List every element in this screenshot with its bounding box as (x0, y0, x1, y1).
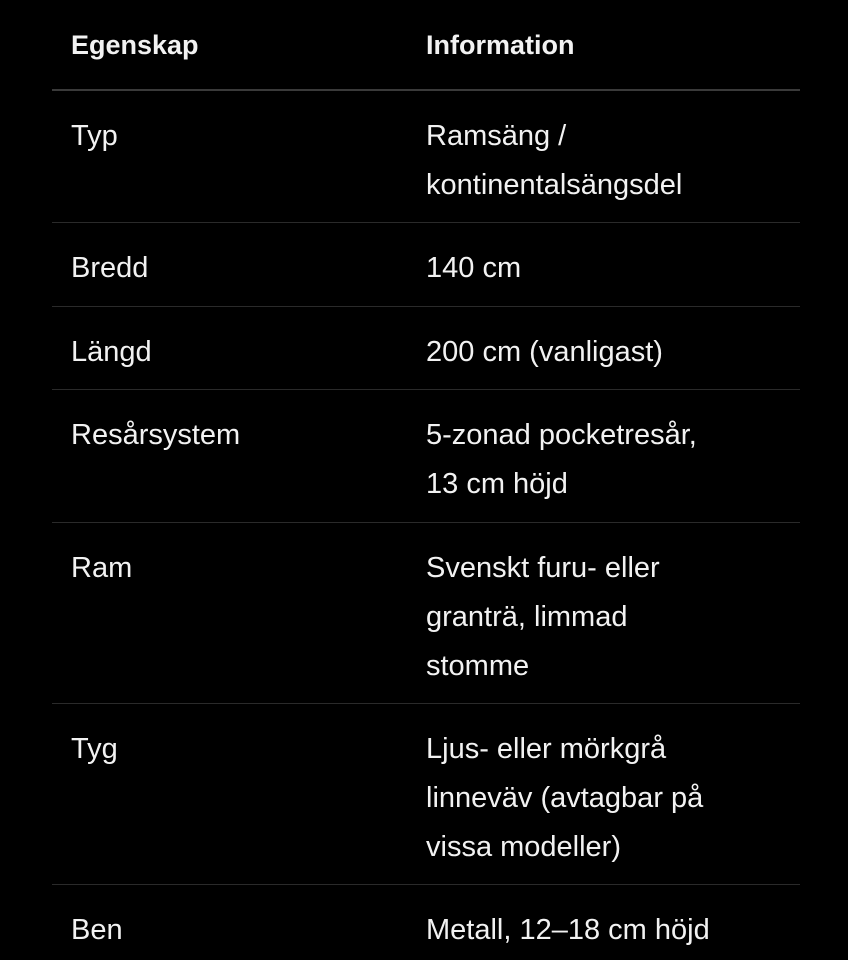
info-line: Metall, 12–18 cm höjd (426, 914, 710, 946)
info-line: Svenskt furu- eller (426, 552, 660, 584)
row-property: Ram (71, 552, 133, 584)
table-header-row (52, 0, 800, 91)
info-line: 5-zonad pocketresår, (426, 419, 697, 451)
info-line: 200 cm (vanligast) (426, 336, 663, 368)
row-information (426, 223, 800, 306)
row-information (426, 307, 800, 389)
row-property: Typ (71, 120, 118, 152)
info-line: Ramsäng / (426, 120, 567, 152)
row-property: Längd (71, 336, 152, 368)
table-row (52, 704, 800, 885)
row-information (426, 91, 800, 222)
info-line: linneväv (avtagbar på (426, 782, 704, 814)
table-row (52, 523, 800, 704)
header-property: Egenskap (71, 30, 199, 60)
info-line: granträ, limmad (426, 601, 628, 633)
info-line: vissa modeller) (426, 831, 621, 863)
row-property: Ben (71, 914, 123, 946)
table-row (52, 390, 800, 523)
table-row (52, 223, 800, 307)
header-information: Information (426, 30, 575, 60)
info-line: stomme (426, 650, 530, 682)
table-row (52, 885, 800, 960)
table-row (52, 307, 800, 390)
row-information (426, 885, 800, 960)
row-property: Resårsystem (71, 419, 241, 451)
row-property: Tyg (71, 733, 118, 765)
info-line: Ljus- eller mörkgrå (426, 733, 667, 765)
info-line: 13 cm höjd (426, 468, 568, 500)
row-information (426, 523, 800, 703)
info-line: kontinentalsängsdel (426, 169, 683, 201)
specification-table (52, 0, 800, 960)
table-row (52, 91, 800, 223)
row-property: Bredd (71, 252, 149, 284)
info-line: 140 cm (426, 252, 522, 284)
row-information (426, 390, 800, 522)
row-information (426, 704, 800, 884)
